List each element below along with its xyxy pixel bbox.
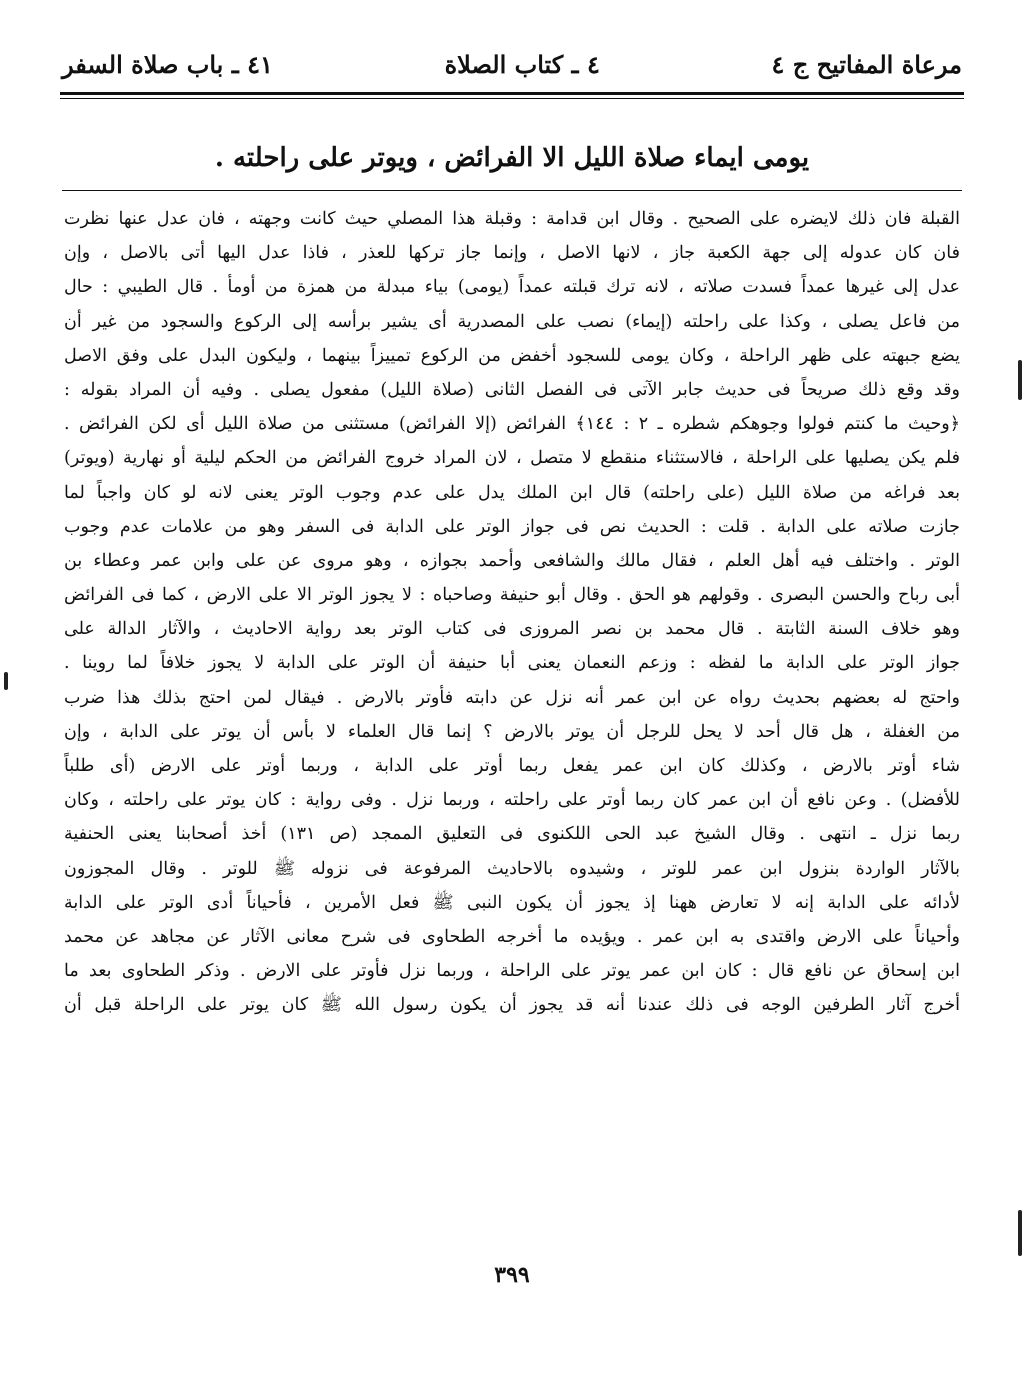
commentary-line: أبى رباح والحسن البصرى . وقولهم هو الحق . وقال أبو حنيفة وصاحباه : لا يجوز الوتر الا على الارض ، كما فى الفرائض [64,585,960,606]
commentary-line: لأدائه على الدابة إنه لا تعارض ههنا إذ يجوز أن يكون النبى ﷺ فعل الأمرين ، فأحياناً أدى الوتر على الدابة [64,892,960,913]
margin-mark [4,672,8,690]
running-header [62,42,962,86]
commentary-line: أخرج آثار الطرفين الوجه فى ذلك عندنا أنه قد يجوز أن يكون رسول الله ﷺ كان يوتر على الراحلة قبل أن [64,995,960,1016]
commentary-line: عدل إلى غيرها عمداً فسدت صلاته ، لانه ترك قبلته عمداً (يومى) بياء مبدلة من همزة من أومأ . قال الطيبي : حال [64,277,960,298]
commentary-line: يضع جبهته على ظهر الراحلة ، وكان يومى للسجود أخفض من الركوع تمييزاً بينهما ، وليكون البدل على وفق الاصل [64,345,960,366]
commentary-line: بالآثار الواردة بنزول ابن عمر للوتر ، وشيدوه بالاحاديث المرفوعة فى نزوله ﷺ للوتر . وقال المجوزون [64,858,960,879]
commentary-line: ﴿وحيث ما كنتم فولوا وجوهكم شطره ـ ٢ : ١٤٤﴾ الفرائض (إلا الفرائض) مستثنى من صلاة الليل أى لكن الفرائض . [64,414,960,435]
header-rule-thick [60,92,964,95]
commentary-line: فلم يكن يصليها على الراحلة ، فالاستثناء منقطع لا متصل ، لان المراد خروج الفرائض من الحكم ليلية أو نهارية (ويوتر) [64,448,960,469]
header-rule-thin [60,98,964,99]
commentary-line: الوتر . واختلف فيه أهل العلم ، فقال مالك والشافعى وأحمد بجوازه ، وهو مروى عن على وابن عمر وعطاء بن [64,550,960,571]
commentary-line: وهو خلاف السنة الثابتة . قال محمد بن نصر المروزى فى كتاب الوتر بعد رواية الاحاديث ، والآثار الدالة على [64,619,960,640]
commentary-line: ابن إسحاق عن نافع قال : كان ابن عمر يوتر على الراحلة ، وربما نزل فأوتر على الارض . وذكر الطحاوى بعد ما [64,961,960,982]
book-title: مرعاة المفاتيح ج ٤ [771,49,962,79]
commentary-line: من فاعل يصلى ، وكذا على راحلته (إيماء) نصب على المصدرية أى يشير برأسه إلى الركوع والسجود من غير أن [64,311,960,332]
hadith-text: يومى ايماء صلاة الليل الا الفرائض ، ويوتر على راحلته . [214,143,810,173]
section-divider [62,190,962,191]
commentary-line: القبلة فان ذلك لايضره على الصحيح . وقال ابن قدامة : وقبلة هذا المصلي حيث كانت وجهته ، فان عدل عنها نظرت [64,209,960,229]
margin-mark [1018,360,1022,400]
commentary-line: للأفضل) . وعن نافع أن ابن عمر كان ربما أوتر على راحلته ، وربما نزل . وفى رواية : كان يوتر على راحلته ، وكان [64,790,960,811]
commentary-line: جازت صلاته على الدابة . قلت : الحديث نص فى جواز الوتر على الدابة فى السفر وهو من علامات عدم وجوب [64,516,960,537]
chapter-title: ٤١ ـ باب صلاة السفر [62,49,273,79]
commentary-line: وأحياناً على الارض واقتدى به ابن عمر . ويؤيده ما أخرجه الطحاوى فى شرح معانى الآثار عن مجاهد عن محمد [64,926,960,947]
commentary-line: جواز الوتر على الدابة ما لفظه : وزعم النعمان يعنى أبا حنيفة أن الوتر على الدابة لا يجوز خلافاً لما روينا . [64,653,960,674]
commentary-line: فان كان عدوله إلى جهة الكعبة جاز ، لانها الاصل ، وإنما جاز تركها للعذر ، فاذا عدل اليها أتى بالاصل ، وإن [64,243,960,264]
commentary-line: واحتج له بعضهم بحديث رواه عن ابن عمر أنه نزل عن دابته فأوتر بالارض . فيقال لمن احتج بذلك هذا ضرب [64,687,960,708]
commentary-body [64,202,960,1023]
commentary-line: بعد فراغه من صلاة الليل (على راحلته) قال ابن الملك يدل على عدم وجوب الوتر يعنى لانه لو كان واجباً لما [64,482,960,503]
commentary-line: من الغفلة ، هل قال أحد لا يحل للرجل أن يوتر بالارض ؟ إنما قال العلماء لا بأس أن يوتر على الدابة ، وإن [64,721,960,742]
commentary-line: وقد وقع ذلك صريحاً فى حديث جابر الآتى فى الفصل الثانى (صلاة الليل) مفعول يصلى . وفيه أن المراد بقوله : [64,379,960,400]
commentary-line: ربما نزل ـ انتهى . وقال الشيخ عبد الحى اللكنوى فى التعليق الممجد (ص ١٣١) أخذ أصحابنا يعنى الحنفية [64,824,960,845]
commentary-line: شاء أوتر بالارض ، وكذلك كان ابن عمر يفعل ربما أوتر على الدابة ، وربما أوتر على الارض (أى طلباً [64,756,960,776]
page-number: ٣٩٩ [494,1262,530,1288]
book-section: ٤ ـ كتاب الصلاة [444,49,600,79]
margin-mark [1018,1210,1022,1256]
